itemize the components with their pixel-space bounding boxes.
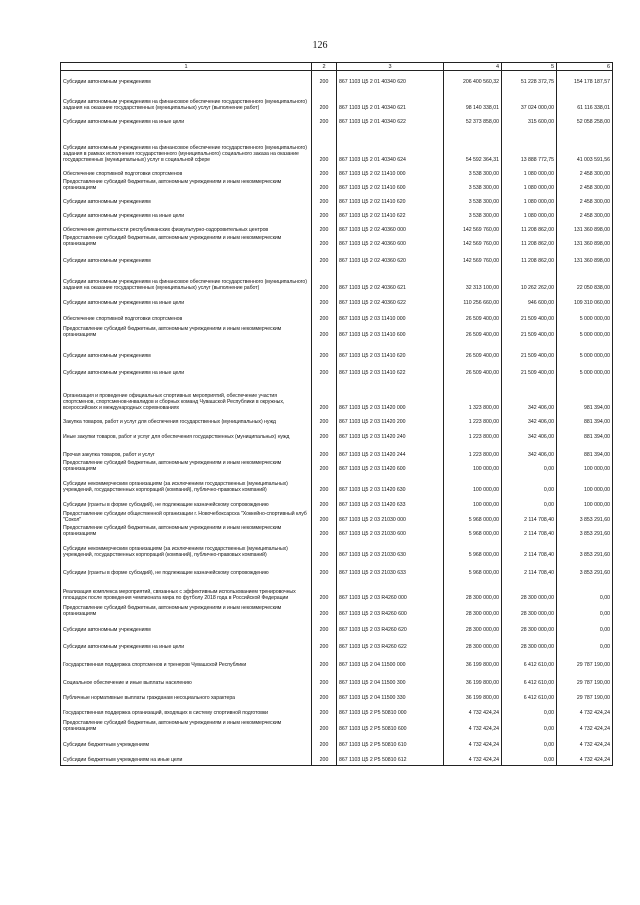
- row-classification-code: 867 1103 Ц5 2 03 11420 633: [337, 494, 444, 509]
- table-row: [61, 460, 613, 474]
- table-row: [61, 559, 613, 577]
- row-amount-executed: 28 300 000,00: [502, 577, 557, 602]
- table-row: [61, 179, 613, 193]
- row-amount-planned: 3 538 300,00: [444, 165, 502, 179]
- row-amount-planned: 1 223 800,00: [444, 442, 502, 460]
- row-amount-remaining: 5 000 000,00: [557, 308, 613, 324]
- table-row: [61, 378, 613, 413]
- table-row: [61, 524, 613, 538]
- row-amount-executed: 1 080 000,00: [502, 179, 557, 193]
- column-header: 6: [557, 63, 613, 71]
- row-amount-planned: 28 300 000,00: [444, 634, 502, 651]
- row-classification-code: 867 1103 Ц5 2 03 21030 600: [337, 524, 444, 538]
- table-row: [61, 602, 613, 618]
- row-section-code: 200: [312, 473, 337, 494]
- table-row: [61, 266, 613, 293]
- row-amount-remaining: 52 058 258,00: [557, 113, 613, 127]
- row-name: Обеспечение спортивной подготовки спортсменов: [61, 308, 312, 324]
- row-amount-remaining: 0,00: [557, 634, 613, 651]
- row-amount-planned: 4 732 424,24: [444, 702, 502, 717]
- row-amount-planned: 5 968 000,00: [444, 538, 502, 559]
- table-row: [61, 538, 613, 559]
- row-amount-remaining: 109 310 060,00: [557, 293, 613, 308]
- row-classification-code: 867 1103 Ц5 2 02 40360 600: [337, 235, 444, 249]
- row-section-code: 200: [312, 127, 337, 165]
- row-amount-planned: 54 592 364,31: [444, 127, 502, 165]
- row-amount-executed: 315 600,00: [502, 113, 557, 127]
- row-name: Субсидии бюджетным учреждениям на иные цели: [61, 749, 312, 765]
- table-row: [61, 687, 613, 702]
- row-classification-code: 867 1103 Ц5 2 03 11410 600: [337, 324, 444, 340]
- row-amount-remaining: 29 787 190,00: [557, 669, 613, 687]
- row-classification-code: 867 1103 Ц5 2 04 11500 330: [337, 687, 444, 702]
- row-amount-executed: 28 300 000,00: [502, 634, 557, 651]
- row-amount-remaining: 131 360 898,00: [557, 221, 613, 235]
- row-name: Иные закупки товаров, работ и услуг для обеспечения государственных (муниципальных) нужд: [61, 427, 312, 442]
- row-amount-executed: 21 509 400,00: [502, 340, 557, 361]
- row-amount-planned: 3 538 300,00: [444, 207, 502, 221]
- table-row: [61, 127, 613, 165]
- column-header: 4: [444, 63, 502, 71]
- row-amount-remaining: 4 732 424,24: [557, 717, 613, 733]
- row-name: Субсидии автономным учреждениям на финансовое обеспечение государственного (муниципального) задания на оказание государственных (муниципальных) услуг (выполнение работ): [61, 266, 312, 293]
- row-section-code: 200: [312, 340, 337, 361]
- row-section-code: 200: [312, 427, 337, 442]
- row-classification-code: 867 1103 Ц5 2 03 11410 000: [337, 308, 444, 324]
- row-amount-executed: 21 509 400,00: [502, 324, 557, 340]
- row-amount-planned: 26 509 400,00: [444, 308, 502, 324]
- row-amount-executed: 0,00: [502, 494, 557, 509]
- row-name: Субсидии (гранты в форме субсидий), не подлежащие казначейскому сопровождению: [61, 559, 312, 577]
- row-amount-planned: 26 509 400,00: [444, 340, 502, 361]
- row-amount-executed: 11 208 862,00: [502, 235, 557, 249]
- row-section-code: 200: [312, 193, 337, 207]
- page-number: 126: [312, 40, 328, 51]
- row-name: Субсидии бюджетным учреждениям: [61, 733, 312, 749]
- row-classification-code: 867 1103 Ц5 2 02 40360 000: [337, 221, 444, 235]
- row-section-code: 200: [312, 669, 337, 687]
- table-row: [61, 494, 613, 509]
- row-section-code: 200: [312, 494, 337, 509]
- row-amount-planned: 28 300 000,00: [444, 577, 502, 602]
- row-classification-code: 867 1103 Ц5 2 04 11500 000: [337, 651, 444, 669]
- table-row: [61, 618, 613, 634]
- row-name: Закупка товаров, работ и услуг для обеспечения государственных (муниципальных) нужд: [61, 413, 312, 427]
- row-classification-code: 867 1103 Ц5 2 02 40360 622: [337, 293, 444, 308]
- row-amount-executed: 1 080 000,00: [502, 193, 557, 207]
- row-amount-remaining: 131 360 898,00: [557, 249, 613, 266]
- row-amount-planned: 100 000,00: [444, 473, 502, 494]
- column-header: 1: [61, 63, 312, 71]
- row-name: Государственная поддержка организаций, входящих в систему спортивной подготовки: [61, 702, 312, 717]
- row-name: Обеспечение деятельности республиканских физкультурно-оздоровительных центров: [61, 221, 312, 235]
- table-row: [61, 221, 613, 235]
- row-section-code: 200: [312, 249, 337, 266]
- row-amount-executed: 1 080 000,00: [502, 165, 557, 179]
- table-row: [61, 340, 613, 361]
- row-amount-remaining: 100 000,00: [557, 460, 613, 474]
- row-section-code: 200: [312, 442, 337, 460]
- row-amount-executed: 2 114 708,40: [502, 524, 557, 538]
- row-classification-code: 867 1103 Ц5 2 03 R4260 620: [337, 618, 444, 634]
- row-classification-code: 867 1103 Ц5 2 02 40360 621: [337, 266, 444, 293]
- row-section-code: 200: [312, 179, 337, 193]
- row-amount-remaining: 4 732 424,24: [557, 749, 613, 765]
- table-row: [61, 235, 613, 249]
- row-amount-planned: 36 199 800,00: [444, 651, 502, 669]
- row-section-code: 200: [312, 618, 337, 634]
- row-amount-planned: 100 000,00: [444, 494, 502, 509]
- row-classification-code: 867 1103 Ц5 2 01 40340 624: [337, 127, 444, 165]
- row-name: Субсидии автономным учреждениям на иные цели: [61, 207, 312, 221]
- row-amount-planned: 4 732 424,24: [444, 717, 502, 733]
- table-row: [61, 87, 613, 113]
- row-amount-remaining: 881 394,00: [557, 442, 613, 460]
- table-row: [61, 165, 613, 179]
- row-amount-remaining: 4 732 424,24: [557, 702, 613, 717]
- row-classification-code: 867 1103 Ц5 2 01 40340 622: [337, 113, 444, 127]
- row-amount-planned: 3 538 300,00: [444, 193, 502, 207]
- row-amount-planned: 36 199 800,00: [444, 687, 502, 702]
- row-classification-code: 867 1103 Ц5 2 P5 50810 600: [337, 717, 444, 733]
- row-amount-executed: 6 412 610,00: [502, 687, 557, 702]
- row-amount-executed: 2 114 708,40: [502, 559, 557, 577]
- row-amount-planned: 36 199 800,00: [444, 669, 502, 687]
- row-amount-planned: 5 968 000,00: [444, 559, 502, 577]
- row-classification-code: 867 1103 Ц5 2 03 11410 620: [337, 340, 444, 361]
- row-amount-executed: 13 888 772,75: [502, 127, 557, 165]
- row-amount-planned: 5 968 000,00: [444, 509, 502, 524]
- row-amount-planned: 110 256 660,00: [444, 293, 502, 308]
- row-amount-executed: 11 208 862,00: [502, 249, 557, 266]
- table-row: [61, 733, 613, 749]
- column-header: 2: [312, 63, 337, 71]
- row-name: Субсидии автономным учреждениям: [61, 340, 312, 361]
- row-amount-executed: 946 600,00: [502, 293, 557, 308]
- row-amount-remaining: 0,00: [557, 602, 613, 618]
- row-amount-executed: 0,00: [502, 717, 557, 733]
- table-row: [61, 577, 613, 602]
- row-classification-code: 867 1103 Ц5 2 01 40340 620: [337, 71, 444, 87]
- row-amount-planned: 32 313 100,00: [444, 266, 502, 293]
- table-row: [61, 324, 613, 340]
- row-amount-remaining: 22 050 838,00: [557, 266, 613, 293]
- row-amount-executed: 1 080 000,00: [502, 207, 557, 221]
- row-amount-remaining: 100 000,00: [557, 473, 613, 494]
- row-section-code: 200: [312, 717, 337, 733]
- row-name: Субсидии автономным учреждениям: [61, 71, 312, 87]
- row-name: Социальное обеспечение и иные выплаты населению: [61, 669, 312, 687]
- row-amount-remaining: 41 003 591,56: [557, 127, 613, 165]
- row-classification-code: 867 1103 Ц5 2 04 11500 300: [337, 669, 444, 687]
- row-amount-executed: 0,00: [502, 749, 557, 765]
- table-row: [61, 473, 613, 494]
- row-section-code: 200: [312, 87, 337, 113]
- table-header-row: [61, 63, 613, 71]
- row-classification-code: 867 1103 Ц5 2 01 40340 621: [337, 87, 444, 113]
- row-section-code: 200: [312, 378, 337, 413]
- row-name: Организация и проведение официальных спортивных мероприятий, обеспечение участия спортсменов, спортсменов-инвалидов и сборных команд Чувашской Республики в окружных, всероссийских и международных соревнованиях: [61, 378, 312, 413]
- row-section-code: 200: [312, 559, 337, 577]
- row-amount-remaining: 29 787 190,00: [557, 651, 613, 669]
- row-amount-remaining: 3 853 291,60: [557, 509, 613, 524]
- row-amount-planned: 4 732 424,24: [444, 733, 502, 749]
- row-amount-executed: 10 262 262,00: [502, 266, 557, 293]
- row-amount-remaining: 2 458 300,00: [557, 193, 613, 207]
- table-row: [61, 669, 613, 687]
- row-amount-remaining: 5 000 000,00: [557, 361, 613, 378]
- row-section-code: 200: [312, 687, 337, 702]
- row-name: Предоставление субсидий бюджетным, автономным учреждениям и иным некоммерческим организациям: [61, 179, 312, 193]
- row-classification-code: 867 1103 Ц5 2 03 R4260 622: [337, 634, 444, 651]
- table-row: [61, 293, 613, 308]
- table-row: [61, 634, 613, 651]
- row-name: Предоставление субсидий бюджетным, автономным учреждениям и иным некоммерческим организациям: [61, 460, 312, 474]
- row-section-code: 200: [312, 266, 337, 293]
- row-amount-executed: 21 509 400,00: [502, 308, 557, 324]
- row-name: Прочая закупка товаров, работ и услуг: [61, 442, 312, 460]
- row-amount-planned: 206 400 560,32: [444, 71, 502, 87]
- row-amount-remaining: 3 853 291,60: [557, 559, 613, 577]
- row-classification-code: 867 1103 Ц5 2 02 11410 622: [337, 207, 444, 221]
- row-section-code: 200: [312, 538, 337, 559]
- table-row: [61, 427, 613, 442]
- row-amount-executed: 0,00: [502, 733, 557, 749]
- row-amount-executed: 6 412 610,00: [502, 669, 557, 687]
- row-name: Субсидии некоммерческим организациям (за исключением государственных (муниципальных) учреждений, государственных корпораций (компаний), публично-правовых компаний): [61, 538, 312, 559]
- row-amount-executed: 0,00: [502, 473, 557, 494]
- row-section-code: 200: [312, 509, 337, 524]
- row-name: Реализация комплекса мероприятий, связанных с эффективным использованием тренировочных площадок после проведения чемпионата мира по футболу 2018 года в Российской Федерации: [61, 577, 312, 602]
- row-amount-planned: 28 300 000,00: [444, 618, 502, 634]
- row-name: Предоставление субсидий бюджетным, автономным учреждениям и иным некоммерческим организациям: [61, 235, 312, 249]
- row-section-code: 200: [312, 413, 337, 427]
- row-amount-planned: 1 223 800,00: [444, 413, 502, 427]
- row-section-code: 200: [312, 460, 337, 474]
- table-row: [61, 442, 613, 460]
- row-amount-remaining: 3 853 291,60: [557, 538, 613, 559]
- row-amount-planned: 4 732 424,24: [444, 749, 502, 765]
- budget-table: [60, 62, 613, 766]
- row-section-code: 200: [312, 235, 337, 249]
- table-row: [61, 361, 613, 378]
- row-amount-planned: 100 000,00: [444, 460, 502, 474]
- row-amount-executed: 0,00: [502, 702, 557, 717]
- row-amount-remaining: 981 394,00: [557, 378, 613, 413]
- row-amount-planned: 3 538 300,00: [444, 179, 502, 193]
- row-amount-remaining: 0,00: [557, 618, 613, 634]
- row-name: Субсидии автономным учреждениям: [61, 618, 312, 634]
- row-amount-executed: 342 406,00: [502, 378, 557, 413]
- row-classification-code: 867 1103 Ц5 2 03 11420 000: [337, 378, 444, 413]
- row-section-code: 200: [312, 634, 337, 651]
- row-name: Субсидии автономным учреждениям на финансовое обеспечение государственного (муниципального) задания на оказание государственных (муниципальных) услуг (выполнение работ): [61, 87, 312, 113]
- row-amount-executed: 0,00: [502, 460, 557, 474]
- row-section-code: 200: [312, 165, 337, 179]
- row-amount-executed: 342 406,00: [502, 442, 557, 460]
- row-name: Субсидии автономным учреждениям: [61, 193, 312, 207]
- row-amount-executed: 342 406,00: [502, 413, 557, 427]
- row-classification-code: 867 1103 Ц5 2 03 21030 633: [337, 559, 444, 577]
- table-row: [61, 702, 613, 717]
- row-name: Предоставление субсидий бюджетным, автономным учреждениям и иным некоммерческим организациям: [61, 324, 312, 340]
- row-amount-remaining: 154 178 187,57: [557, 71, 613, 87]
- row-amount-executed: 37 024 000,00: [502, 87, 557, 113]
- table-row: [61, 193, 613, 207]
- row-classification-code: 867 1103 Ц5 2 P5 50810 000: [337, 702, 444, 717]
- row-section-code: 200: [312, 702, 337, 717]
- row-name: Субсидии автономным учреждениям на иные цели: [61, 634, 312, 651]
- row-classification-code: 867 1103 Ц5 2 03 R4260 000: [337, 577, 444, 602]
- row-name: Субсидии автономным учреждениям: [61, 249, 312, 266]
- row-amount-remaining: 2 458 300,00: [557, 179, 613, 193]
- row-section-code: 200: [312, 113, 337, 127]
- row-amount-executed: 51 228 372,75: [502, 71, 557, 87]
- row-classification-code: 867 1103 Ц5 2 03 11420 200: [337, 413, 444, 427]
- row-section-code: 200: [312, 733, 337, 749]
- row-name: Предоставление субсидий бюджетным, автономным учреждениям и иным некоммерческим организациям: [61, 602, 312, 618]
- row-classification-code: 867 1103 Ц5 2 03 11420 600: [337, 460, 444, 474]
- row-section-code: 200: [312, 749, 337, 765]
- row-amount-planned: 1 223 800,00: [444, 427, 502, 442]
- row-amount-executed: 2 114 708,40: [502, 509, 557, 524]
- column-header: 3: [337, 63, 444, 71]
- row-name: Предоставление субсидий бюджетным, автономным учреждениям и иным некоммерческим организациям: [61, 717, 312, 733]
- row-classification-code: 867 1103 Ц5 2 03 21030 630: [337, 538, 444, 559]
- row-name: Субсидии автономным учреждениям на иные цели: [61, 293, 312, 308]
- row-amount-executed: 342 406,00: [502, 427, 557, 442]
- row-name: Предоставление субсидии общественной организации г. Новочебоксарска "Хоккейно-спортивный клуб "Сокол": [61, 509, 312, 524]
- row-section-code: 200: [312, 577, 337, 602]
- row-name: Субсидии (гранты в форме субсидий), не подлежащие казначейскому сопровождению: [61, 494, 312, 509]
- row-classification-code: 867 1103 Ц5 2 03 11420 244: [337, 442, 444, 460]
- row-amount-remaining: 881 394,00: [557, 427, 613, 442]
- row-name: Обеспечение спортивной подготовки спортсменов: [61, 165, 312, 179]
- row-section-code: 200: [312, 221, 337, 235]
- row-section-code: 200: [312, 71, 337, 87]
- row-section-code: 200: [312, 308, 337, 324]
- row-classification-code: 867 1103 Ц5 2 P5 50810 612: [337, 749, 444, 765]
- row-classification-code: 867 1103 Ц5 2 02 11410 620: [337, 193, 444, 207]
- table-row: [61, 71, 613, 87]
- row-amount-planned: 142 569 760,00: [444, 249, 502, 266]
- row-amount-remaining: 61 116 338,01: [557, 87, 613, 113]
- row-amount-planned: 98 140 338,01: [444, 87, 502, 113]
- column-header: 5: [502, 63, 557, 71]
- row-amount-remaining: 0,00: [557, 577, 613, 602]
- table-row: [61, 651, 613, 669]
- row-amount-planned: 28 300 000,00: [444, 602, 502, 618]
- row-amount-executed: 6 412 610,00: [502, 651, 557, 669]
- row-amount-executed: 2 114 708,40: [502, 538, 557, 559]
- row-classification-code: 867 1103 Ц5 2 02 11410 000: [337, 165, 444, 179]
- row-name: Субсидии автономным учреждениям на финансовое обеспечение государственного (муниципального) задания в рамках исполнения государственного (муниципального) социального заказа на оказание государственных (муниципальных) услуг в социальной сфере: [61, 127, 312, 165]
- table-row: [61, 249, 613, 266]
- row-amount-executed: 21 509 400,00: [502, 361, 557, 378]
- row-amount-planned: 26 509 400,00: [444, 324, 502, 340]
- row-amount-planned: 52 373 858,00: [444, 113, 502, 127]
- row-amount-remaining: 2 458 300,00: [557, 207, 613, 221]
- row-classification-code: 867 1103 Ц5 2 03 R4260 600: [337, 602, 444, 618]
- table-row: [61, 113, 613, 127]
- table-row: [61, 509, 613, 524]
- row-amount-remaining: 3 853 291,60: [557, 524, 613, 538]
- table-row: [61, 308, 613, 324]
- table-row: [61, 413, 613, 427]
- row-section-code: 200: [312, 293, 337, 308]
- row-section-code: 200: [312, 207, 337, 221]
- row-section-code: 200: [312, 602, 337, 618]
- row-section-code: 200: [312, 361, 337, 378]
- row-classification-code: 867 1103 Ц5 2 03 21030 000: [337, 509, 444, 524]
- row-name: Предоставление субсидий бюджетным, автономным учреждениям и иным некоммерческим организациям: [61, 524, 312, 538]
- row-name: Субсидии некоммерческим организациям (за исключением государственных (муниципальных) учреждений, государственных корпораций (компаний), публично-правовых компаний): [61, 473, 312, 494]
- row-classification-code: 867 1103 Ц5 2 02 11410 600: [337, 179, 444, 193]
- row-amount-remaining: 131 360 898,00: [557, 235, 613, 249]
- row-name: Публичные нормативные выплаты гражданам несоциального характера: [61, 687, 312, 702]
- row-amount-planned: 5 968 000,00: [444, 524, 502, 538]
- row-name: Государственная поддержка спортсменов и тренеров Чувашской Республики: [61, 651, 312, 669]
- row-name: Субсидии автономным учреждениям на иные цели: [61, 361, 312, 378]
- row-amount-planned: 142 569 760,00: [444, 235, 502, 249]
- row-amount-executed: 28 300 000,00: [502, 602, 557, 618]
- row-classification-code: 867 1103 Ц5 2 03 11420 630: [337, 473, 444, 494]
- table-row: [61, 717, 613, 733]
- row-amount-remaining: 29 787 190,00: [557, 687, 613, 702]
- row-amount-remaining: 4 732 424,24: [557, 733, 613, 749]
- row-classification-code: 867 1103 Ц5 2 03 11420 240: [337, 427, 444, 442]
- row-amount-remaining: 2 458 300,00: [557, 165, 613, 179]
- table-row: [61, 207, 613, 221]
- row-classification-code: 867 1103 Ц5 2 P5 50810 610: [337, 733, 444, 749]
- row-name: Субсидии автономным учреждениям на иные цели: [61, 113, 312, 127]
- row-amount-planned: 1 323 800,00: [444, 378, 502, 413]
- row-amount-planned: 26 509 400,00: [444, 361, 502, 378]
- row-classification-code: 867 1103 Ц5 2 02 40360 620: [337, 249, 444, 266]
- row-amount-remaining: 5 000 000,00: [557, 340, 613, 361]
- row-amount-remaining: 881 394,00: [557, 413, 613, 427]
- table-row: [61, 749, 613, 765]
- row-amount-remaining: 100 000,00: [557, 494, 613, 509]
- row-amount-remaining: 5 000 000,00: [557, 324, 613, 340]
- row-section-code: 200: [312, 324, 337, 340]
- row-amount-executed: 28 300 000,00: [502, 618, 557, 634]
- row-amount-planned: 142 569 760,00: [444, 221, 502, 235]
- row-section-code: 200: [312, 524, 337, 538]
- row-section-code: 200: [312, 651, 337, 669]
- row-classification-code: 867 1103 Ц5 2 03 11410 622: [337, 361, 444, 378]
- row-amount-executed: 11 208 862,00: [502, 221, 557, 235]
